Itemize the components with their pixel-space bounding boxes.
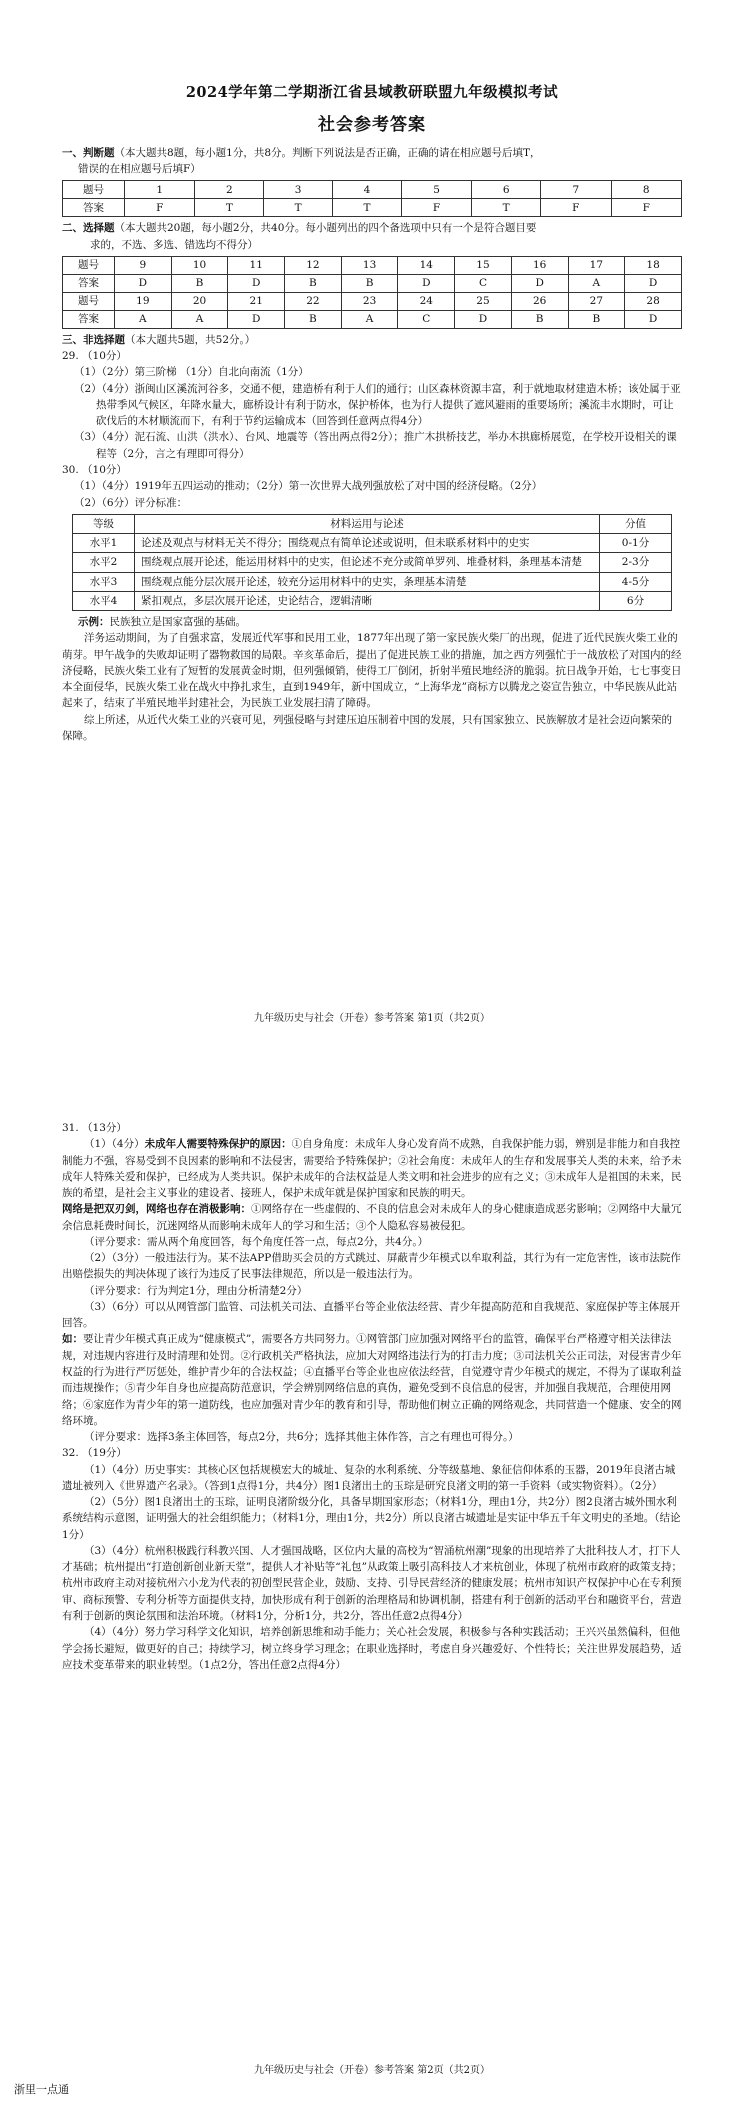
grade-score: 6分 xyxy=(600,591,672,610)
page-footer: 九年级历史与社会（开卷）参考答案 第2页（共2页） xyxy=(254,2064,490,2076)
answer-part-1 xyxy=(62,1136,682,1201)
example-label: 示例： xyxy=(78,616,110,629)
page-footer: 九年级历史与社会（开卷）参考答案 第1页（共2页） xyxy=(254,1012,490,1024)
part-text: ①网络存在一些虚假的、不良的信息会对未成年人的身心健康造成恶劣影响；②网络中大量冗余信息耗费时间长，沉迷网络从而影响未成年人的学习和生活；③个人隐私容易被侵犯。 xyxy=(62,1203,682,1232)
table-cell: D xyxy=(455,310,512,328)
example-title: 民族独立是国家富强的基础。 xyxy=(109,616,246,629)
question-header xyxy=(62,462,682,478)
table-cell: 27 xyxy=(568,292,625,310)
table-cell: 7 xyxy=(541,181,611,199)
question-score: （19分） xyxy=(82,1447,127,1460)
table-cell: T xyxy=(472,199,541,217)
table-cell: A xyxy=(568,274,625,292)
row-label: 题号 xyxy=(63,256,115,274)
table-cell: D xyxy=(115,274,172,292)
section-3-desc: （本大题共5题，共52分。） xyxy=(125,333,256,346)
answer-part-3-example xyxy=(62,1331,682,1429)
table-cell: 13 xyxy=(341,256,398,274)
answer-part-2: （2）（6分）评分标准： xyxy=(74,496,188,509)
scoring-note: （评分要求：需从两个角度回答，每个角度任答一点，每点2分，共4分。） xyxy=(84,1235,429,1248)
table-cell: 16 xyxy=(511,256,568,274)
table-cell: D xyxy=(228,274,285,292)
section-2-desc-cont: 求的，不选、多选、错选均不得分） xyxy=(90,238,258,251)
part-bold-heading: 网络是把双刃剑，网络也存在消极影响： xyxy=(62,1203,251,1216)
column-header: 等级 xyxy=(73,514,135,533)
table-cell: B xyxy=(511,310,568,328)
page-2 xyxy=(0,1060,744,2104)
table-cell: D xyxy=(228,310,285,328)
question-30 xyxy=(62,462,682,744)
grade-level: 水平4 xyxy=(73,591,135,610)
scoring-note: （评分要求：选择3条主体回答，每点2分，共6分；选择其他主体作答，言之有理也可得分。） xyxy=(84,1431,519,1444)
table-cell: 20 xyxy=(171,292,228,310)
answer-part-3: （3）（6分）可以从网管部门监管、司法机关司法、直播平台等企业依法经营、青少年提高防范和自我规范、家庭保护等主体展开回答。 xyxy=(62,1300,681,1330)
table-row xyxy=(73,534,672,553)
table-header-row xyxy=(73,514,672,533)
table-row xyxy=(63,181,682,199)
answer-part-1b xyxy=(62,1201,682,1234)
row-label: 答案 xyxy=(63,310,115,328)
part-text: 要让青少年模式真正成为“健康模式”，需要各方共同努力。①网管部门应加强对网络平台的监管，确保平台严格遵守相关法律法规，对违规内容进行及时清理和处罚。②行政机关严格执法，应加大对网络违法行为的打击力度；③司法机关公正司法，对侵害青少年权益的行为进行严厉惩处，维护青少年的合法权益；④直播平台等企业也应依法经营，自觉遵守青少年模式的规定，不得为了谋取利益而违规操作；⑤青少年自身也应提高防范意识，学会辨别网络信息的真伪，避免受到不良信息的侵害，并加强自我规范，合理使用网络；⑥家庭作为青少年的第一道防线，也应加强对青少年的教育和引导，帮助他们树立正确的网络观念，共同营造一个健康、安全的网络环境。 xyxy=(62,1333,682,1427)
table-cell: D xyxy=(511,274,568,292)
row-label: 答案 xyxy=(63,274,115,292)
answer-part-4: （4）（4分）努力学习科学文化知识，培养创新思维和动手能力；关心社会发展，积极参与各种实践活动；王兴兴虽然偏科，但他学会扬长避短，做更好的自己；持续学习，树立终身学习理念；在职业选择时，考虑自身兴趣爱好、个性特长；关注世界发展趋势，适应技术变革带来的职业转型。（1点2分，答出任意2点得4分） xyxy=(62,1626,682,1671)
exam-title: 2024学年第二学期浙江省县域教研联盟九年级模拟考试 xyxy=(185,84,559,101)
question-29 xyxy=(62,348,682,462)
table-cell: B xyxy=(171,274,228,292)
table-cell: F xyxy=(541,199,611,217)
table-cell: 8 xyxy=(611,181,681,199)
grade-desc: 论述及观点与材料无关不得分；围绕观点有简单论述或说明，但未联系材料中的史实 xyxy=(135,534,600,553)
grade-level: 水平2 xyxy=(73,553,135,572)
table-row xyxy=(73,591,672,610)
table-cell: D xyxy=(625,274,682,292)
column-header: 材料运用与论述 xyxy=(135,514,600,533)
question-score: （13分） xyxy=(82,1122,127,1134)
answer-part-1: （1）（4分）1919年五四运动的推动；（2分）第一次世界大战列强放松了对中国的经济侵略。（2分） xyxy=(74,480,543,493)
table-cell: D xyxy=(625,310,682,328)
table-cell: 6 xyxy=(472,181,541,199)
section-2-table xyxy=(62,256,682,329)
table-cell: F xyxy=(401,199,471,217)
section-1-desc: （本大题共8题，每小题1分，共8分。判断下列说法是否正确，正确的请在相应题号后填T， xyxy=(114,146,541,159)
table-row xyxy=(63,292,682,310)
table-cell: A xyxy=(171,310,228,328)
table-cell: 2 xyxy=(195,181,264,199)
question-32 xyxy=(62,1445,682,1673)
answer-part-2: （2）（3分）一般违法行为。某不法APP借助买会员的方式跳过、屏蔽青少年模式以牟取利益，其行为有一定危害性，该市法院作出赔偿损失的判决体现了该行为违反了民事法律规范，所以是一般违法行为。 xyxy=(62,1252,681,1281)
part-label: （1）（4分） xyxy=(84,1138,145,1151)
section-2-desc: （本大题共20题，每小题2分，共40分。每小题列出的四个备选项中只有一个是符合题目要 xyxy=(114,222,537,235)
question-31 xyxy=(62,1120,682,1445)
table-cell: F xyxy=(611,199,681,217)
table-cell: B xyxy=(285,274,342,292)
answer-part-1: （1）（4分）历史事实：其核心区包括规模宏大的城址、复杂的水利系统、分等级墓地、象征信仰体系的玉器，2019年良渚古城遗址被列入《世界遗产名录》。（答到1点得1分，共4分）图1良渚出土的玉琮是研究良渚文明的第一手资料（或实物资料）。（2分） xyxy=(62,1463,676,1492)
section-3-heading: 三、非选择题 xyxy=(62,333,125,346)
answer-part-3: （3）（4分）杭州积极践行科教兴国、人才强国战略，区位内大量的高校为“智涌杭州潮”现象的出现培养了大批科技人才，打下人才基础；杭州提出“打造创新创业新天堂”，提供人才补贴等“礼包”从政策上吸引高科技人才来杭创业，体现了杭州市政府的政策支持；杭州市政府主动对接杭州六小龙为代表的初创型民营企业，鼓励、支持、引导民营经济的健康发展；杭州市知识产权保护中心在专利预审、商标预警、专利分析等方面提供支持，加快形成有利于创新的治理格局和协调机制，搭建有利于创新的活动平台和融资平台，营造有利于创新的舆论氛围和法治环境。（材料1分，分析1分，共2分，答出任意2点得4分） xyxy=(62,1544,682,1622)
table-cell: A xyxy=(341,310,398,328)
table-cell: B xyxy=(341,274,398,292)
table-cell: F xyxy=(125,199,195,217)
table-cell: 15 xyxy=(455,256,512,274)
table-cell: 18 xyxy=(625,256,682,274)
table-cell: 21 xyxy=(228,292,285,310)
grading-table xyxy=(72,514,672,611)
table-row xyxy=(63,256,682,274)
grade-score: 0-1分 xyxy=(600,534,672,553)
question-header xyxy=(62,1120,682,1136)
table-cell: T xyxy=(333,199,402,217)
table-cell: 12 xyxy=(285,256,342,274)
question-header xyxy=(62,1445,682,1461)
section-1-table xyxy=(62,180,682,217)
question-number: 31. xyxy=(62,1122,79,1134)
watermark: 浙里一点通 xyxy=(14,2082,69,2096)
grading-table-wrap xyxy=(62,514,682,611)
table-row xyxy=(73,553,672,572)
column-header: 分值 xyxy=(600,514,672,533)
table-cell: C xyxy=(455,274,512,292)
table-cell: 1 xyxy=(125,181,195,199)
table-cell: 17 xyxy=(568,256,625,274)
table-cell: D xyxy=(398,274,455,292)
table-row xyxy=(63,274,682,292)
table-cell: 11 xyxy=(228,256,285,274)
example-paragraph-2: 综上所述，从近代火柴工业的兴衰可见，列强侵略与封建压迫压制着中国的发展，只有国家独立、民族解放才是社会迈向繁荣的保障。 xyxy=(62,713,672,742)
question-score: （10分） xyxy=(82,464,127,476)
example-heading xyxy=(62,614,682,630)
question-number: 29. xyxy=(62,350,79,363)
table-cell: 5 xyxy=(401,181,471,199)
table-cell: 24 xyxy=(398,292,455,310)
table-cell: C xyxy=(398,310,455,328)
table-row xyxy=(63,310,682,328)
table-cell: B xyxy=(568,310,625,328)
grade-desc: 围绕观点展开论述，能运用材料中的史实，但论述不充分或简单罗列、堆叠材料，条理基本清楚 xyxy=(135,553,600,572)
table-cell: 22 xyxy=(285,292,342,310)
section-3-header xyxy=(62,332,682,348)
table-row xyxy=(63,199,682,217)
grade-score: 2-3分 xyxy=(600,553,672,572)
table-cell: T xyxy=(264,199,333,217)
section-1-heading: 一、判断题 xyxy=(62,146,115,159)
table-cell: 26 xyxy=(511,292,568,310)
table-cell: 4 xyxy=(333,181,402,199)
row-label: 题号 xyxy=(63,292,115,310)
grade-level: 水平1 xyxy=(73,534,135,553)
table-cell: B xyxy=(285,310,342,328)
answer-part-1: （1）（2分）第三阶梯 （1分）自北向南流（1分） xyxy=(74,366,309,379)
row-label: 题号 xyxy=(63,181,125,199)
section-1-header xyxy=(62,145,682,161)
table-cell: 9 xyxy=(115,256,172,274)
question-number: 32. xyxy=(62,1447,79,1460)
table-cell: 25 xyxy=(455,292,512,310)
question-number: 30. xyxy=(62,464,79,476)
question-header xyxy=(62,348,682,364)
table-cell: 28 xyxy=(625,292,682,310)
answer-part-2: （2）（5分）图1良渚出土的玉琮，证明良渚阶级分化，具备早期国家形态；（材料1分，理由1分，共2分）图2良渚古城外围水利系统结构示意图，证明强大的社会组织能力；（材料1分，理由1分，共2分）所以良渚古城遗址是实证中华五千年文明史的圣地。（结论1分） xyxy=(62,1496,681,1541)
answer-part-2: （2）（4分）浙闽山区溪流河谷多，交通不便，建造桥有利于人们的通行；山区森林资源丰富，利于就地取材建造木桥；该处属于亚热带季风气候区，年降水量大，廊桥设计有利于防水，保护桥体，也为行人提供了遮风避雨的重要场所；溪流丰水期时，可让砍伐后的木材顺流而下，有利于节约运输成本（回答到任意两点得4分） xyxy=(74,382,681,428)
example-paragraph-1: 洋务运动期间，为了自强求富，发展近代军事和民用工业，1877年出现了第一家民族火柴厂的出现，促进了近代民族火柴工业的萌芽。甲午战争的失败却证明了器物救国的局限。辛亥革命后，提出了促进民族工业的措施，加之西方列强忙于一战放松了对国内的经济侵略，民族火柴工业有了短暂的发展黄金时期，但列强倾销，使得工厂倒闭，折射半殖民地经济的脆弱。抗日战争开始，七七事变日本全面侵华，民族火柴工业在战火中挣扎求生，直到1949年，新中国成立，“上海华龙”商标方以腾龙之姿宣告独立，中华民族从此站起来了，结束了半殖民地半封建社会，为民族工业发展扫清了障碍。 xyxy=(62,632,682,710)
grade-level: 水平3 xyxy=(73,572,135,591)
part-text: ①自身角度：未成年人身心发育尚不成熟，自我保护能力弱，辨别是非能力和自我控制能力不强，容易受到不良因素的影响和不法侵害，需要给予特殊保护；②社会角度：未成年人的生存和发展事关人类的未来，给予未成年人特殊关爱和保护，已经成为人类共识。保护未成年的合法权益是人类文明和社会进步的应有之义；③未成年人是祖国的未来，民族的希望，是社会主义事业的建设者、接班人，保护未成年就是保护国家和民族的明天。 xyxy=(62,1138,682,1200)
table-cell: 19 xyxy=(115,292,172,310)
question-score: （10分） xyxy=(82,350,127,363)
grade-desc: 围绕观点能分层次展开论述，较充分运用材料中的史实，条理基本清楚 xyxy=(135,572,600,591)
section-2-heading: 二、选择题 xyxy=(62,222,115,235)
grade-desc: 紧扣观点，多层次展开论述，史论结合，逻辑清晰 xyxy=(135,591,600,610)
table-cell: A xyxy=(115,310,172,328)
table-cell: 3 xyxy=(264,181,333,199)
table-row xyxy=(73,572,672,591)
answer-key-title: 社会参考答案 xyxy=(318,115,426,136)
table-cell: 14 xyxy=(398,256,455,274)
example-label: 如： xyxy=(62,1333,83,1346)
table-cell: 23 xyxy=(341,292,398,310)
table-cell: T xyxy=(195,199,264,217)
grade-score: 4-5分 xyxy=(600,572,672,591)
scoring-note: （评分要求：行为判定1分，理由分析清楚2分） xyxy=(84,1284,308,1297)
row-label: 答案 xyxy=(63,199,125,217)
section-1-desc-cont: 错误的在相应题号后填F） xyxy=(78,163,201,176)
part-bold-heading: 未成年人需要特殊保护的原因： xyxy=(144,1138,292,1151)
section-2-header xyxy=(62,220,682,236)
table-cell: 10 xyxy=(171,256,228,274)
answer-part-3: （3）（4分）泥石流、山洪（洪水）、台风、地震等（答出两点得2分）；推广木拱桥技艺，举办木拱廊桥展览，在学校开设相关的课程等（2分，言之有理即可得分） xyxy=(74,431,677,460)
